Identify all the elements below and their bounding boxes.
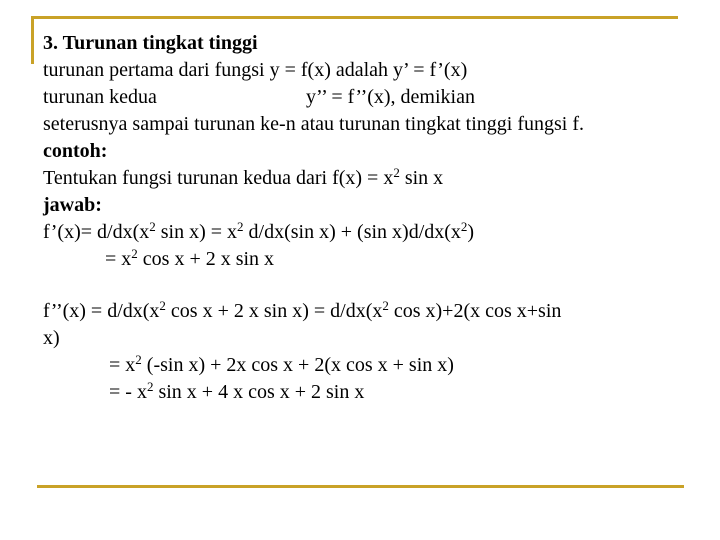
task-statement: Tentukan fungsi turunan kedua dari $f(x) = x^2$ sin x [43, 165, 444, 189]
second-derivative-notation: y’’ = f’’(x), demikian [306, 86, 475, 108]
second-derivative-step: = $x^2$ (-sin x) + 2x cos x + 2(x cos x + sin x) [109, 352, 454, 376]
frame-left-rule [31, 16, 34, 64]
first-derivative-equation: f’(x)= $d/dx(x^2$ $\sin x) = x^2$ d/dx(sin x) + (sin $x)d/dx(x^2)$ [43, 219, 475, 243]
text-line-first-derivative: turunan pertama dari fungsi y = f(x) adalah y’ = f’(x) [43, 59, 468, 81]
first-derivative-result: = $x^2$ cos x + 2 x sin x [105, 246, 275, 270]
spacer [43, 273, 703, 298]
second-derivative-equation-wrap: x) [43, 327, 60, 349]
jawab-label: jawab: [43, 194, 102, 216]
text-line-higher-order: seterusnya sampai turunan ke-n atau turunan tingkat tinggi fungsi f. [43, 113, 584, 135]
second-derivative-label: turunan kedua [43, 86, 157, 108]
second-derivative-equation: f’’(x) = $d/dx(x^2$ cos x + 2 x $\sin x) = d/dx(x^2$ cos x)+2(x cos x+sin [43, 298, 562, 322]
frame-bottom-rule [37, 485, 684, 488]
contoh-label: contoh: [43, 140, 108, 162]
frame-top-rule [31, 16, 678, 19]
second-derivative-result: = - $x^2$ sin x + 4 x cos x + 2 sin x [109, 379, 365, 403]
slide-content [43, 30, 703, 406]
text-line-second-derivative [43, 84, 703, 111]
slide-title: 3. Turunan tingkat tinggi [43, 32, 258, 54]
